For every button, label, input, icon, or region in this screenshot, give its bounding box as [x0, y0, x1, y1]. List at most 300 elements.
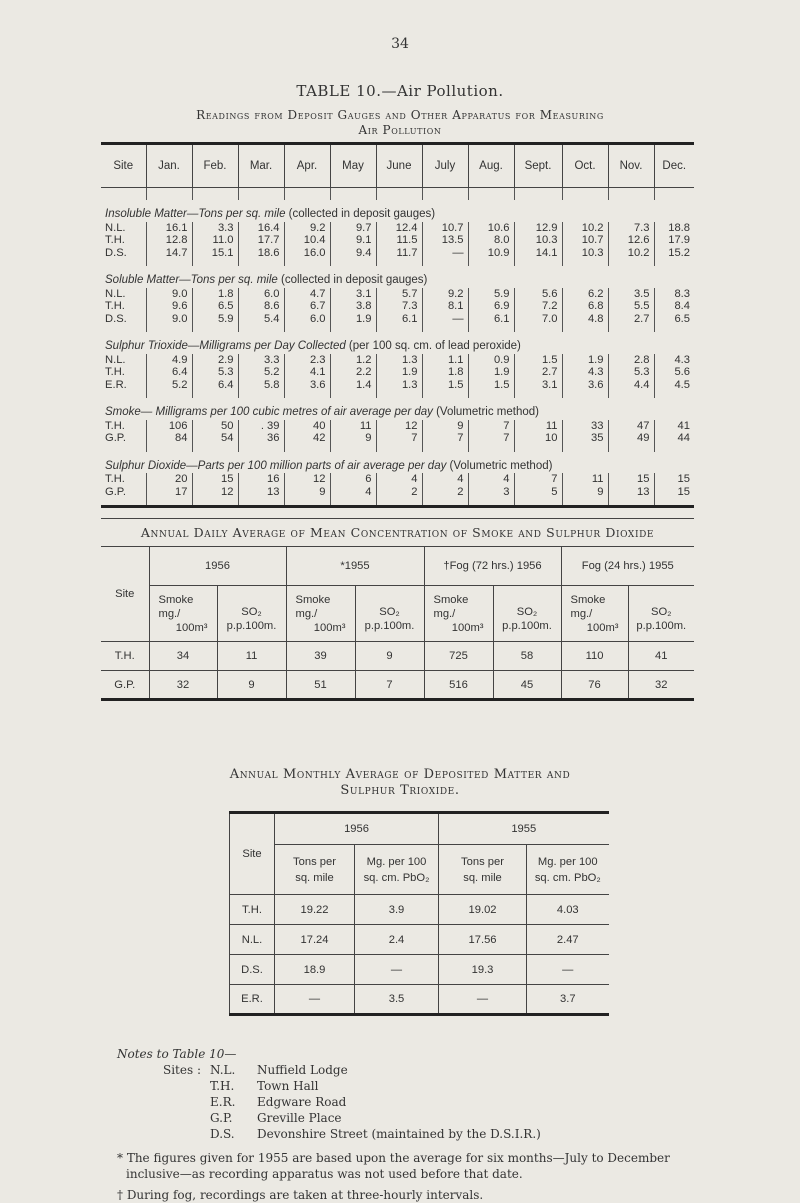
blank-cell [514, 445, 562, 452]
blank-cell [514, 259, 562, 266]
value-cell: 106 [146, 420, 192, 433]
so2-unit: p.p.100m. [226, 620, 277, 632]
value-cell: 7 [422, 432, 468, 445]
blank-cell [654, 498, 694, 507]
table-row [230, 955, 609, 985]
value-cell: 5.6 [654, 366, 694, 379]
so2-label: SO₂ [651, 606, 672, 618]
value-cell: 3.6 [562, 379, 608, 392]
value-cell: 4.4 [608, 379, 654, 392]
smoke-label: Smoke [295, 593, 331, 606]
value-cell: 6.4 [192, 379, 238, 392]
smoke-label: Smoke [570, 593, 606, 606]
blank-cell [468, 445, 514, 452]
value-cell: 13 [608, 486, 654, 499]
value-cell: 8.6 [238, 300, 284, 313]
spacer-cell [562, 188, 608, 201]
tons-header [275, 845, 355, 895]
blank-row [101, 325, 694, 332]
value-cell: 6.0 [284, 313, 330, 326]
value-cell: 4 [422, 473, 468, 486]
smoke-label: Smoke [158, 593, 194, 606]
blank-row [101, 498, 694, 507]
table-row [230, 895, 609, 925]
table-row [101, 300, 694, 313]
value-cell: 10.7 [422, 222, 468, 235]
section-heading-plain: (Volumetric method) [446, 459, 553, 472]
value-cell: 1.9 [330, 313, 376, 326]
value-cell: 8.3 [654, 288, 694, 301]
subtitle-line-2: Air Pollution [358, 123, 442, 137]
group-header: †Fog (72 hrs.) 1956 [424, 547, 561, 586]
value-cell: 10.3 [562, 247, 608, 260]
value-cell: 17.7 [238, 234, 284, 247]
blank-cell [238, 498, 284, 507]
blank-cell [284, 391, 330, 398]
value-cell: 41 [654, 420, 694, 433]
value-cell: 1.3 [376, 354, 422, 367]
group-header: 1956 [149, 547, 286, 586]
so2-unit: p.p.100m. [636, 620, 687, 632]
blank-cell [146, 325, 192, 332]
value-cell: 6 [330, 473, 376, 486]
value-cell: 47 [608, 420, 654, 433]
table-row [101, 288, 694, 301]
value-cell: 2 [376, 486, 422, 499]
value-cell: 15 [192, 473, 238, 486]
smoke-header [149, 586, 217, 642]
value-cell: 5.6 [514, 288, 562, 301]
value-cell: 34 [149, 642, 217, 671]
value-cell: 9.7 [330, 222, 376, 235]
blank-cell [330, 445, 376, 452]
footnote-1-line-1: * The figures given for 1955 are based upon the average for six months—July to December [117, 1151, 670, 1165]
blank-cell [608, 325, 654, 332]
blank-cell [422, 445, 468, 452]
smoke-unit: 100m³ [175, 621, 208, 634]
value-cell: 4.5 [654, 379, 694, 392]
month-column-header: Feb. [192, 144, 238, 188]
site-cell: T.H. [105, 473, 125, 485]
value-cell: 5.2 [238, 366, 284, 379]
table-header-row [101, 144, 694, 188]
value-cell: 1.3 [376, 379, 422, 392]
mg-header [355, 845, 439, 895]
blank-cell [514, 498, 562, 507]
value-cell: 58 [493, 642, 561, 671]
month-column-header: Oct. [562, 144, 608, 188]
value-cell: 16.1 [146, 222, 192, 235]
value-cell: 1.8 [192, 288, 238, 301]
annual-table-title: Annual Daily Average of Mean Concentration of Smoke and Sulphur Dioxide [101, 519, 694, 547]
value-cell: 33 [562, 420, 608, 433]
section-heading-plain: (per 100 sq. cm. of lead peroxide) [345, 340, 521, 352]
section-heading-italic: Smoke— Milligrams per 100 cubic metres of air average per day [105, 406, 433, 418]
value-cell: 16 [238, 473, 284, 486]
blank-cell [192, 391, 238, 398]
value-cell: 5.7 [376, 288, 422, 301]
value-cell: 6.5 [192, 300, 238, 313]
so2-unit: p.p.100m. [364, 620, 415, 632]
table-row [101, 420, 694, 433]
value-cell: 19.22 [275, 895, 355, 925]
value-cell: 36 [238, 432, 284, 445]
value-cell: 4.7 [284, 288, 330, 301]
spacer-cell [192, 188, 238, 201]
value-cell: 15 [608, 473, 654, 486]
group-header: Fog (24 hrs.) 1955 [561, 547, 694, 586]
smoke-unit: 100m³ [451, 621, 484, 634]
spacer-cell [284, 188, 330, 201]
site-code: D.S. [210, 1127, 235, 1141]
value-cell: 5.2 [146, 379, 192, 392]
value-cell: 19.3 [439, 955, 527, 985]
section-heading [101, 266, 694, 288]
value-cell: 2.3 [284, 354, 330, 367]
mg-unit: sq. cm. PbO₂ [534, 871, 601, 884]
value-cell: 8.4 [654, 300, 694, 313]
section-heading-plain: (Volumetric method) [432, 406, 539, 418]
value-cell: 110 [561, 642, 628, 671]
smoke-unit: mg./ [570, 607, 593, 620]
section-heading [101, 452, 694, 474]
value-cell: 32 [149, 671, 217, 700]
site-code: G.P. [210, 1111, 233, 1125]
value-cell: 9.6 [146, 300, 192, 313]
blank-cell [562, 325, 608, 332]
value-cell: 6.4 [146, 366, 192, 379]
table-row [230, 925, 609, 955]
value-cell: 4.1 [284, 366, 330, 379]
so2-header [493, 586, 561, 642]
value-cell: 5.9 [192, 313, 238, 326]
value-cell: 11 [330, 420, 376, 433]
so2-label: SO₂ [516, 606, 538, 618]
table-row [101, 313, 694, 326]
blank-cell [376, 325, 422, 332]
value-cell: 10.6 [468, 222, 514, 235]
value-cell: 20 [146, 473, 192, 486]
value-cell: 4.3 [654, 354, 694, 367]
site-cell: G.P. [105, 485, 126, 498]
spacer-cell [608, 188, 654, 201]
blank-cell [608, 445, 654, 452]
table-row [101, 379, 694, 392]
tons-unit: sq. mile [295, 871, 334, 884]
value-cell: 9.4 [330, 247, 376, 260]
mg-header [527, 845, 609, 895]
blank-cell [376, 259, 422, 266]
value-cell: 6.5 [654, 313, 694, 326]
value-cell: 1.2 [330, 354, 376, 367]
subtitle-line-1: Readings from Deposit Gauges and Other Apparatus for Measuring [196, 108, 604, 122]
value-cell: 45 [493, 671, 561, 700]
section-heading-plain: (collected in deposit gauges) [277, 274, 428, 286]
value-cell: 3.5 [608, 288, 654, 301]
value-cell: 2.47 [527, 925, 609, 955]
value-cell: 6.1 [376, 313, 422, 326]
value-cell: 2.9 [192, 354, 238, 367]
blank-cell [514, 325, 562, 332]
blank-cell [284, 259, 330, 266]
value-cell: 9.2 [422, 288, 468, 301]
site-name: Edgware Road [257, 1095, 347, 1109]
value-cell: — [439, 985, 527, 1015]
blank-cell [654, 391, 694, 398]
site-cell: N.L. [230, 925, 275, 955]
monthly-subheader-row [230, 845, 609, 895]
value-cell: — [527, 955, 609, 985]
so2-label: SO₂ [379, 606, 400, 618]
value-cell: 6.9 [468, 300, 514, 313]
site-column-header: Site [101, 144, 146, 188]
value-cell: 7.3 [608, 222, 654, 235]
value-cell: 5.9 [468, 288, 514, 301]
site-cell: T.H. [105, 300, 125, 312]
section-heading [101, 398, 694, 420]
value-cell: 76 [561, 671, 628, 700]
value-cell: 3.3 [238, 354, 284, 367]
value-cell: 4 [468, 473, 514, 486]
value-cell: 2.7 [514, 366, 562, 379]
value-cell: 51 [286, 671, 355, 700]
blank-cell [330, 498, 376, 507]
site-cell: N.L. [105, 353, 126, 366]
value-cell: 17.9 [654, 234, 694, 247]
value-cell: 17 [146, 486, 192, 499]
value-cell: 18.8 [654, 222, 694, 235]
value-cell: 3.3 [192, 222, 238, 235]
value-cell: 3.6 [284, 379, 330, 392]
value-cell: 4.3 [562, 366, 608, 379]
blank-cell [101, 259, 146, 266]
site-cell: D.S. [105, 246, 127, 259]
spacer-cell [238, 188, 284, 201]
site-cell: E.R. [230, 985, 275, 1015]
spacer-cell [468, 188, 514, 201]
value-cell: — [355, 955, 439, 985]
month-column-header: Sept. [514, 144, 562, 188]
value-cell: 16.0 [284, 247, 330, 260]
annual-table-body [101, 642, 694, 700]
section-heading-italic: Soluble Matter—Tons per sq. mile [105, 274, 278, 286]
value-cell: 3.1 [330, 288, 376, 301]
month-column-header: Jan. [146, 144, 192, 188]
blank-cell [422, 391, 468, 398]
blank-cell [654, 445, 694, 452]
value-cell: 9 [217, 671, 286, 700]
table-row [101, 642, 694, 671]
value-cell: 7 [468, 420, 514, 433]
site-code: T.H. [210, 1079, 235, 1093]
monthly-readings-table [101, 142, 694, 508]
value-cell: 10.3 [514, 234, 562, 247]
blank-cell [376, 498, 422, 507]
footnote-2: † During fog, recordings are taken at three-hourly intervals. [117, 1188, 484, 1202]
table-body [101, 188, 694, 507]
blank-cell [146, 445, 192, 452]
site-name: Nuffield Lodge [257, 1063, 348, 1077]
mg-unit: sq. cm. PbO₂ [363, 871, 430, 884]
value-cell: 18.6 [238, 247, 284, 260]
so2-unit: p.p.100m. [502, 620, 552, 632]
value-cell: 13.5 [422, 234, 468, 247]
value-cell: 3.7 [527, 985, 609, 1015]
value-cell: 12.4 [376, 222, 422, 235]
value-cell: 1.9 [468, 366, 514, 379]
site-name: Town Hall [257, 1079, 319, 1093]
blank-cell [192, 325, 238, 332]
value-cell: 11.5 [376, 234, 422, 247]
value-cell: 1.5 [514, 354, 562, 367]
blank-cell [608, 391, 654, 398]
value-cell: 3.8 [330, 300, 376, 313]
smoke-header [561, 586, 628, 642]
section-heading-row [101, 332, 694, 354]
monthly-title-line-1: Annual Monthly Average of Deposited Matter and [229, 767, 571, 782]
value-cell: 2.7 [608, 313, 654, 326]
blank-cell [562, 259, 608, 266]
value-cell: 54 [192, 432, 238, 445]
tons-unit: sq. mile [463, 871, 502, 884]
blank-row [101, 445, 694, 452]
spacer-cell [422, 188, 468, 201]
value-cell: 10.7 [562, 234, 608, 247]
value-cell: 1.5 [422, 379, 468, 392]
value-cell: 1.1 [422, 354, 468, 367]
blank-cell [562, 445, 608, 452]
value-cell: 19.02 [439, 895, 527, 925]
value-cell: . 39 [238, 420, 284, 433]
value-cell: 11 [562, 473, 608, 486]
value-cell: 12.9 [514, 222, 562, 235]
value-cell: 4 [330, 486, 376, 499]
value-cell: 12 [284, 473, 330, 486]
blank-cell [468, 259, 514, 266]
value-cell: 14.7 [146, 247, 192, 260]
so2-header [355, 586, 424, 642]
annual-subheader-row [101, 586, 694, 642]
spacer-cell [376, 188, 422, 201]
value-cell: 8.0 [468, 234, 514, 247]
blank-row [101, 391, 694, 398]
month-column-header: Dec. [654, 144, 694, 188]
value-cell: 11.7 [376, 247, 422, 260]
value-cell: 5.5 [608, 300, 654, 313]
value-cell: 10.2 [608, 247, 654, 260]
value-cell: 9.2 [284, 222, 330, 235]
blank-cell [238, 391, 284, 398]
blank-cell [514, 391, 562, 398]
site-cell: D.S. [105, 312, 127, 325]
spacer-cell [330, 188, 376, 201]
month-column-header: Nov. [608, 144, 654, 188]
value-cell: 516 [424, 671, 493, 700]
blank-cell [330, 259, 376, 266]
smoke-label: Smoke [433, 593, 469, 606]
smoke-unit: 100m³ [313, 621, 346, 634]
value-cell: 5.3 [192, 366, 238, 379]
value-cell: 2.8 [608, 354, 654, 367]
blank-cell [562, 498, 608, 507]
blank-cell [238, 259, 284, 266]
value-cell: 1.5 [468, 379, 514, 392]
month-column-header: Mar. [238, 144, 284, 188]
tons-header [439, 845, 527, 895]
monthly-table-body [230, 895, 609, 1015]
blank-cell [330, 325, 376, 332]
blank-cell [468, 391, 514, 398]
site-cell: T.H. [105, 366, 125, 378]
section-heading-plain: (collected in deposit gauges) [285, 208, 436, 220]
value-cell: 4.9 [146, 354, 192, 367]
value-cell: 9 [422, 420, 468, 433]
value-cell: 6.0 [238, 288, 284, 301]
blank-row [101, 259, 694, 266]
value-cell: 41 [628, 642, 694, 671]
site-cell: D.S. [230, 955, 275, 985]
blank-cell [192, 445, 238, 452]
value-cell: 5.8 [238, 379, 284, 392]
value-cell: 10.9 [468, 247, 514, 260]
so2-header [628, 586, 694, 642]
month-column-header: May [330, 144, 376, 188]
blank-cell [101, 391, 146, 398]
value-cell: 2.2 [330, 366, 376, 379]
blank-cell [468, 498, 514, 507]
site-code: E.R. [210, 1095, 236, 1109]
value-cell: 40 [284, 420, 330, 433]
section-heading-italic: Insoluble Matter—Tons per sq. mile [105, 208, 286, 220]
value-cell: 9.1 [330, 234, 376, 247]
value-cell: 3 [468, 486, 514, 499]
footnote-1-line-2: inclusive—as recording apparatus was not used before that date. [126, 1167, 523, 1181]
blank-cell [146, 498, 192, 507]
value-cell: 3.9 [355, 895, 439, 925]
sites-label: Sites : [163, 1063, 201, 1077]
blank-cell [101, 445, 146, 452]
value-cell: 17.56 [439, 925, 527, 955]
smoke-unit: 100m³ [586, 621, 619, 634]
value-cell: 2.4 [355, 925, 439, 955]
section-heading-row [101, 398, 694, 420]
spacer-row [101, 188, 694, 201]
blank-cell [330, 391, 376, 398]
site-cell: T.H. [105, 419, 125, 432]
value-cell: 7.3 [376, 300, 422, 313]
value-cell: 11 [217, 642, 286, 671]
value-cell: 9 [330, 432, 376, 445]
monthly-average-table [229, 811, 609, 1016]
value-cell: 5.4 [238, 313, 284, 326]
value-cell: 3.1 [514, 379, 562, 392]
section-heading [101, 332, 694, 354]
month-column-header: June [376, 144, 422, 188]
annual-site-header: Site [101, 547, 149, 642]
spacer-cell [101, 188, 146, 201]
value-cell: 32 [628, 671, 694, 700]
blank-cell [146, 391, 192, 398]
value-cell: 15 [654, 473, 694, 486]
value-cell: 14.1 [514, 247, 562, 260]
value-cell: 50 [192, 420, 238, 433]
value-cell: 12 [376, 420, 422, 433]
site-code: N.L. [210, 1063, 236, 1077]
site-cell: T.H. [230, 895, 275, 925]
blank-cell [422, 259, 468, 266]
value-cell: 1.9 [376, 366, 422, 379]
blank-cell [238, 445, 284, 452]
